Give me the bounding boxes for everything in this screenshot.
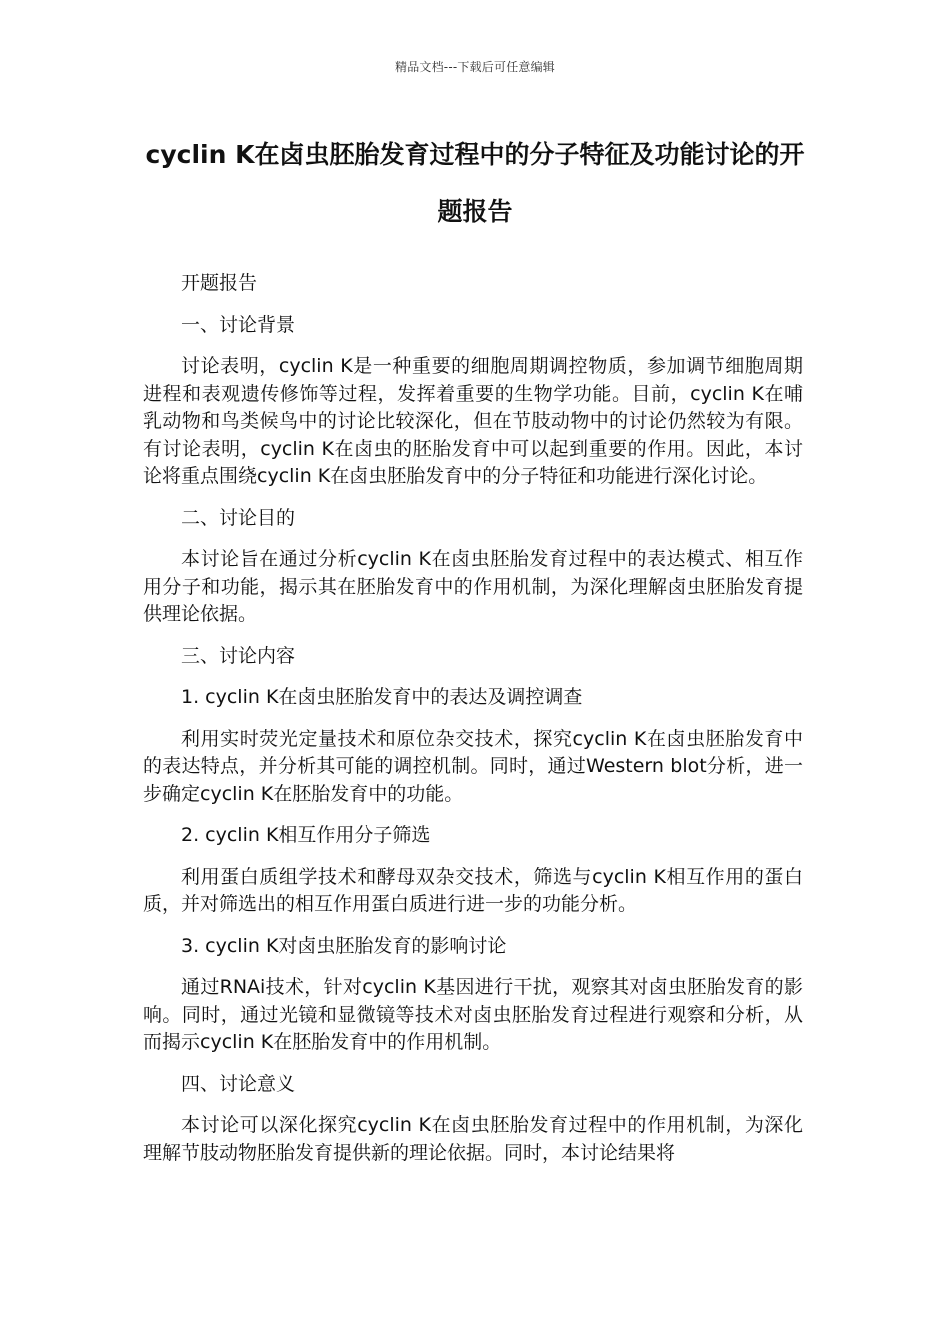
page-header: 精品文档---下载后可任意编辑: [395, 60, 555, 74]
section-heading-purpose: 二、讨论目的: [181, 506, 296, 529]
section-heading-report: 开题报告: [181, 272, 258, 294]
document-title: cyclin K在卤虫胚胎发育过程中的分子特征及功能讨论的开题报告: [145, 140, 805, 226]
paragraph-interaction: 利用蛋白质组学技术和酵母双杂交技术，筛选与cyclin K相互作用的蛋白质，并对筛选出的相互作用蛋白质进行进一步的功能分析。: [143, 865, 803, 915]
paragraph-expression: 利用实时荧光定量技术和原位杂交技术，探究cyclin K在卤虫胚胎发育中的表达特点，并分析其可能的调控机制。同时，通过Western blot分析，进一步确定cyclin K在胚胎发育中的功能。: [143, 727, 803, 805]
subheading-effect: 3. cyclin K对卤虫胚胎发育的影响讨论: [181, 934, 507, 957]
paragraph-background: 讨论表明，cyclin K是一种重要的细胞周期调控物质，参加调节细胞周期进程和表观遗传修饰等过程，发挥着重要的生物学功能。目前，cyclin K在哺乳动物和鸟类候鸟中的讨论比较深化，但在节肢动物中的讨论仍然较为有限。有讨论表明，cyclin K在卤虫的胚胎发育中可以起到重要的作用。因此，本讨论将重点围绕cyclin K在卤虫胚胎发育中的分子特征和功能进行深化讨论。: [143, 355, 803, 487]
section-heading-significance: 四、讨论意义: [181, 1072, 296, 1095]
paragraph-effect: 通过RNAi技术，针对cyclin K基因进行干扰，观察其对卤虫胚胎发育的影响。同时，通过光镜和显微镜等技术对卤虫胚胎发育过程进行观察和分析，从而揭示cyclin K在胚胎发育中的作用机制。: [143, 976, 803, 1053]
paragraph-significance: 本讨论可以深化探究cyclin K在卤虫胚胎发育过程中的作用机制，为深化理解节肢动物胚胎发育提供新的理论依据。同时，本讨论结果将: [143, 1114, 803, 1164]
subheading-interaction: 2. cyclin K相互作用分子筛选: [181, 824, 431, 846]
paragraph-purpose: 本讨论旨在通过分析cyclin K在卤虫胚胎发育过程中的表达模式、相互作用分子和功能，揭示其在胚胎发育中的作用机制，为深化理解卤虫胚胎发育提供理论依据。: [143, 548, 803, 625]
section-heading-background: 一、讨论背景: [181, 313, 296, 336]
section-heading-content: 三、讨论内容: [181, 644, 296, 667]
document-body: [143, 270, 803, 1167]
subheading-expression: 1. cyclin K在卤虫胚胎发育中的表达及调控调查: [181, 686, 583, 708]
